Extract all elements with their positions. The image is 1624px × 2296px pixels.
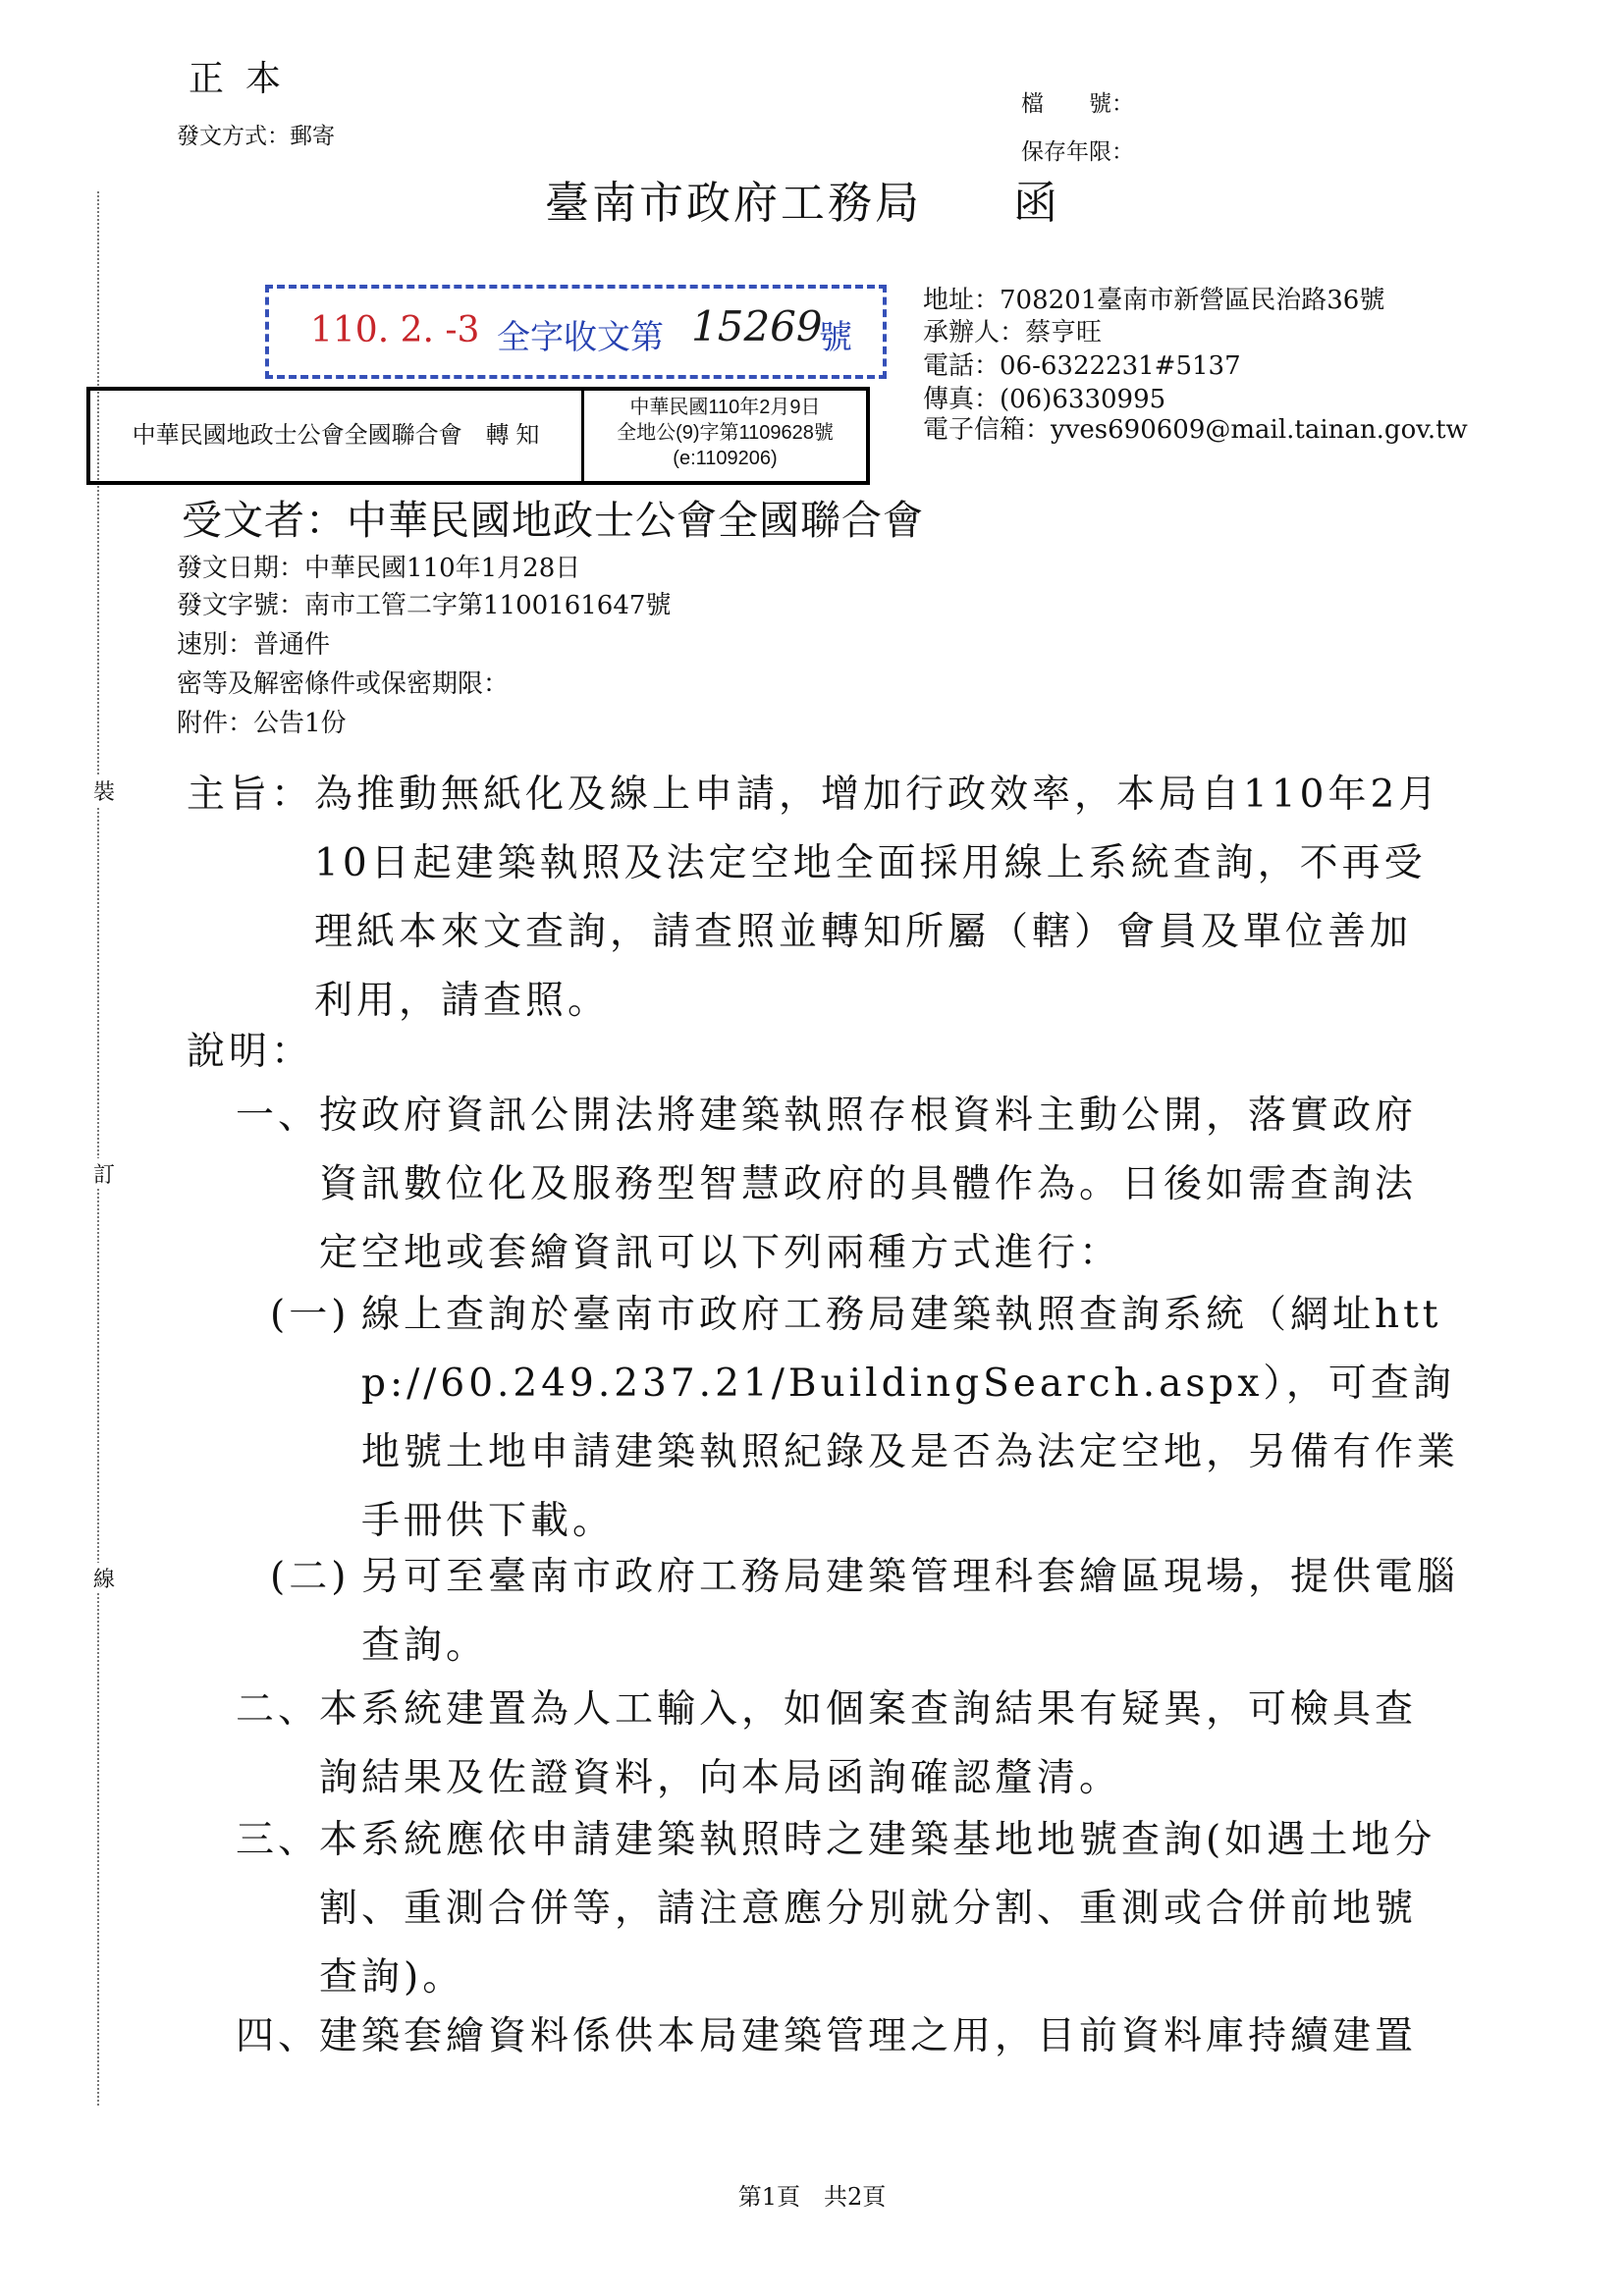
forwarding-ref-number: 全地公(9)字第1109628號 [617, 422, 834, 444]
forwarding-ref [584, 395, 866, 471]
doc-type: 函 [1013, 177, 1058, 229]
contact-phone: 電話：06-6322231#5137 [923, 351, 1241, 381]
explanation-item-number: 三、 [236, 1818, 321, 1862]
explanation-subitem-number: (一) [270, 1293, 351, 1337]
stamp-number: 15269 [691, 302, 823, 350]
explanation-item-text: 建築套繪資料係供本局建築管理之用，目前資料庫持續建置 [319, 2014, 1418, 2058]
explanation-subitem-text: 線上查詢於臺南市政府工務局建築執照查詢系統（網址http://60.249.237.21/BuildingSearch.aspx），可查詢地號土地申請建築執照紀錄及是否為法定空地，另備有作業手冊供下載。 [361, 1293, 1460, 1543]
explanation-item-number: 一、 [236, 1094, 321, 1138]
page-number: 第1頁 共2頁 [737, 2183, 887, 2211]
forwarding-org: 中華民國地政士公會全國聯合會 轉 知 [90, 391, 584, 481]
received-stamp [265, 285, 887, 379]
binding-mark-ding: 訂 [93, 1158, 115, 1189]
delivery-speed: 速別：普通件 [177, 630, 331, 660]
contact-address: 地址：708201臺南市新營區民治路36號 [923, 286, 1385, 315]
forwarding-ref-date: 中華民國110年2月9日 [629, 397, 821, 418]
attachment: 附件：公告1份 [177, 709, 347, 738]
contact-fax: 傳真：(06)6330995 [923, 385, 1166, 414]
issue-date: 發文日期：中華民國110年1月28日 [177, 554, 581, 583]
forwarding-box [86, 387, 870, 485]
retention-label: 保存年限： [1021, 139, 1134, 165]
explanation-subitem-number: (二) [270, 1555, 351, 1599]
copy-label: 正本 [189, 59, 303, 99]
subject-label: 主旨： [187, 773, 314, 817]
stamp-date: 110. 2. -3 [310, 310, 480, 350]
issue-reference: 發文字號：南市工管二字第1100161647號 [177, 591, 672, 620]
forwarding-ref-code: (e:1109206) [673, 448, 778, 469]
explanation-item-number: 四、 [236, 2014, 321, 2058]
contact-officer: 承辦人：蔡亨旺 [923, 318, 1103, 347]
file-number-label: 檔 號： [1021, 91, 1134, 117]
secrecy-level: 密等及解密條件或保密期限： [177, 669, 510, 699]
explanation-subitem-text: 另可至臺南市政府工務局建築管理科套繪區現場，提供電腦查詢。 [361, 1555, 1460, 1668]
explanation-item-text: 本系統應依申請建築執照時之建築基地地號查詢(如遇土地分割、重測合併等，請注意應分別就分割、重測或合併前地號查詢)。 [319, 1818, 1436, 2000]
dispatch-method: 發文方式：郵寄 [177, 124, 335, 149]
explanation-item-text: 本系統建置為人工輸入，如個案查詢結果有疑異，可檢具查詢結果及佐證資料，向本局函詢確認釐清。 [319, 1687, 1418, 1800]
recipient: 受文者：中華民國地政士公會全國聯合會 [182, 497, 924, 544]
contact-email: 電子信箱：yves690609@mail.tainan.gov.tw [923, 415, 1468, 445]
stamp-text: 全字收文第 [497, 318, 664, 357]
binding-mark-zhuang: 裝 [93, 775, 115, 806]
stamp-suffix: 號 [819, 318, 852, 357]
explanation-item-text: 按政府資訊公開法將建築執照存根資料主動公開，落實政府資訊數位化及服務型智慧政府的具體作為。日後如需查詢法定空地或套繪資訊可以下列兩種方式進行： [319, 1094, 1418, 1275]
binding-mark-xian: 線 [93, 1563, 115, 1593]
explanation-item-number: 二、 [236, 1687, 321, 1732]
explanation-label: 說明： [187, 1030, 314, 1074]
subject-text: 為推動無紙化及線上申請，增加行政效率，本局自110年2月10日起建築執照及法定空地全面採用線上系統查詢，不再受理紙本來文查詢，請查照並轉知所屬（轄）會員及單位善加利用，請查照。 [314, 773, 1441, 1023]
org-title: 臺南市政府工務局 [545, 177, 923, 229]
